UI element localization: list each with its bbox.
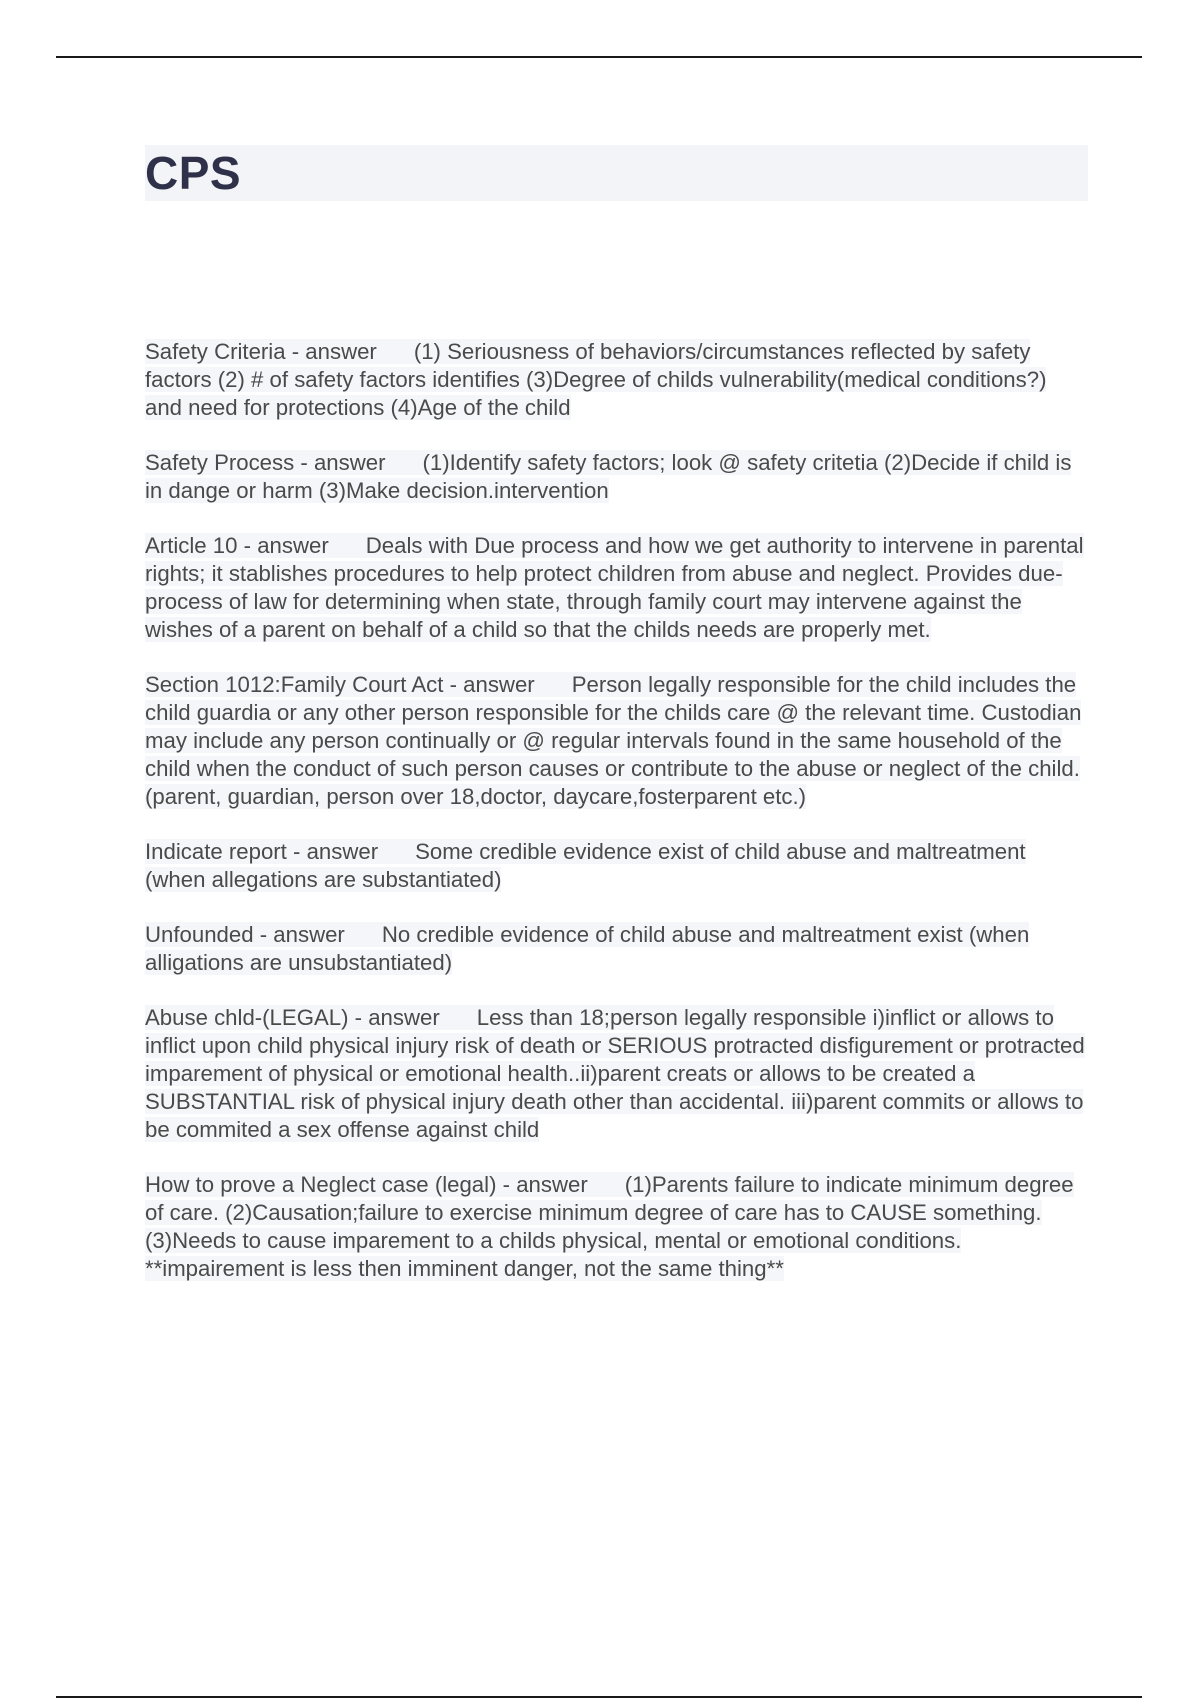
card-term: How to prove a Neglect case (legal) bbox=[145, 1172, 497, 1197]
title-band bbox=[145, 145, 1088, 201]
flashcard-list bbox=[145, 338, 1085, 1310]
flashcard bbox=[145, 921, 1085, 977]
card-term: Unfounded bbox=[145, 922, 254, 947]
answer-label: answer bbox=[273, 922, 345, 947]
flashcard bbox=[145, 1004, 1085, 1144]
card-definition: Some credible evidence exist of child abuse and maltreatment (when allegations are substantiated) bbox=[145, 839, 1026, 892]
answer-label: answer bbox=[516, 1172, 588, 1197]
page-title: CPS bbox=[145, 147, 242, 199]
card-definition: (1)Identify safety factors; look @ safety critetia (2)Decide if child is in dange or harm (3)Make decision.intervention bbox=[145, 450, 1072, 503]
flashcard bbox=[145, 532, 1085, 644]
card-term: Abuse chld-(LEGAL) bbox=[145, 1005, 349, 1030]
card-separator: - bbox=[253, 922, 274, 947]
card-separator: - bbox=[286, 839, 307, 864]
flashcard bbox=[145, 838, 1085, 894]
card-definition: No credible evidence of child abuse and maltreatment exist (when alligations are unsubstantiated) bbox=[145, 922, 1030, 975]
bottom-rule bbox=[56, 1696, 1142, 1698]
card-definition: (1)Parents failure to indicate minimum degree of care. (2)Causation;failure to exercise minimum degree of care has to CAUSE something. (3)Needs to cause imparement to a childs physical, mental or emotional conditions. **impairement is less then imminent danger, not the same thing** bbox=[145, 1172, 1074, 1281]
answer-label: answer bbox=[313, 450, 386, 475]
card-term: Indicate report bbox=[145, 839, 287, 864]
card-term: Safety Process bbox=[145, 450, 295, 475]
flashcard bbox=[145, 1171, 1085, 1283]
card-separator: - bbox=[496, 1172, 517, 1197]
card-definition: Deals with Due process and how we get authority to intervene in parental rights; it stablishes procedures to help protect children from abuse and neglect. Provides due-process of law for determining when state, through family court may intervene against the wishes of a parent on behalf of a child so that the childs needs are properly met. bbox=[145, 533, 1084, 642]
card-separator: - bbox=[237, 533, 258, 558]
card-separator: - bbox=[348, 1005, 369, 1030]
card-separator: - bbox=[443, 672, 464, 697]
flashcard bbox=[145, 449, 1085, 505]
card-separator: - bbox=[294, 450, 314, 475]
answer-label: answer bbox=[305, 339, 377, 364]
card-term: Safety Criteria bbox=[145, 339, 286, 364]
card-term: Article 10 bbox=[145, 533, 238, 558]
answer-label: answer bbox=[368, 1005, 440, 1030]
card-separator: - bbox=[285, 339, 306, 364]
card-definition: (1) Seriousness of behaviors/circumstances reflected by safety factors (2) # of safety factors identifies (3)Degree of childs vulnerability(medical conditions?) and need for protections (4)Age of the child bbox=[145, 339, 1047, 420]
answer-label: answer bbox=[463, 672, 535, 697]
card-definition: Less than 18;person legally responsible i)inflict or allows to inflict upon child physical injury risk of death or SERIOUS protracted disfigurement or protracted imparement of physical or emotional health..ii)parent creats or allows to be created a SUBSTANTIAL risk of physical injury death other than accidental. iii)parent commits or allows to be commited a sex offense against child bbox=[145, 1005, 1085, 1142]
answer-label: answer bbox=[306, 839, 379, 864]
answer-label: answer bbox=[257, 533, 329, 558]
top-rule bbox=[56, 56, 1142, 58]
card-term: Section 1012:Family Court Act bbox=[145, 672, 444, 697]
flashcard bbox=[145, 671, 1085, 811]
card-definition: Person legally responsible for the child includes the child guardia or any other person responsible for the childs care @ the relevant time. Custodian may include any person continually or @ regular intervals found in the same household of the child when the conduct of such person causes or contribute to the abuse or neglect of the child.(parent, guardian, person over 18,doctor, daycare,fosterparent etc.) bbox=[145, 672, 1082, 809]
flashcard bbox=[145, 338, 1085, 422]
